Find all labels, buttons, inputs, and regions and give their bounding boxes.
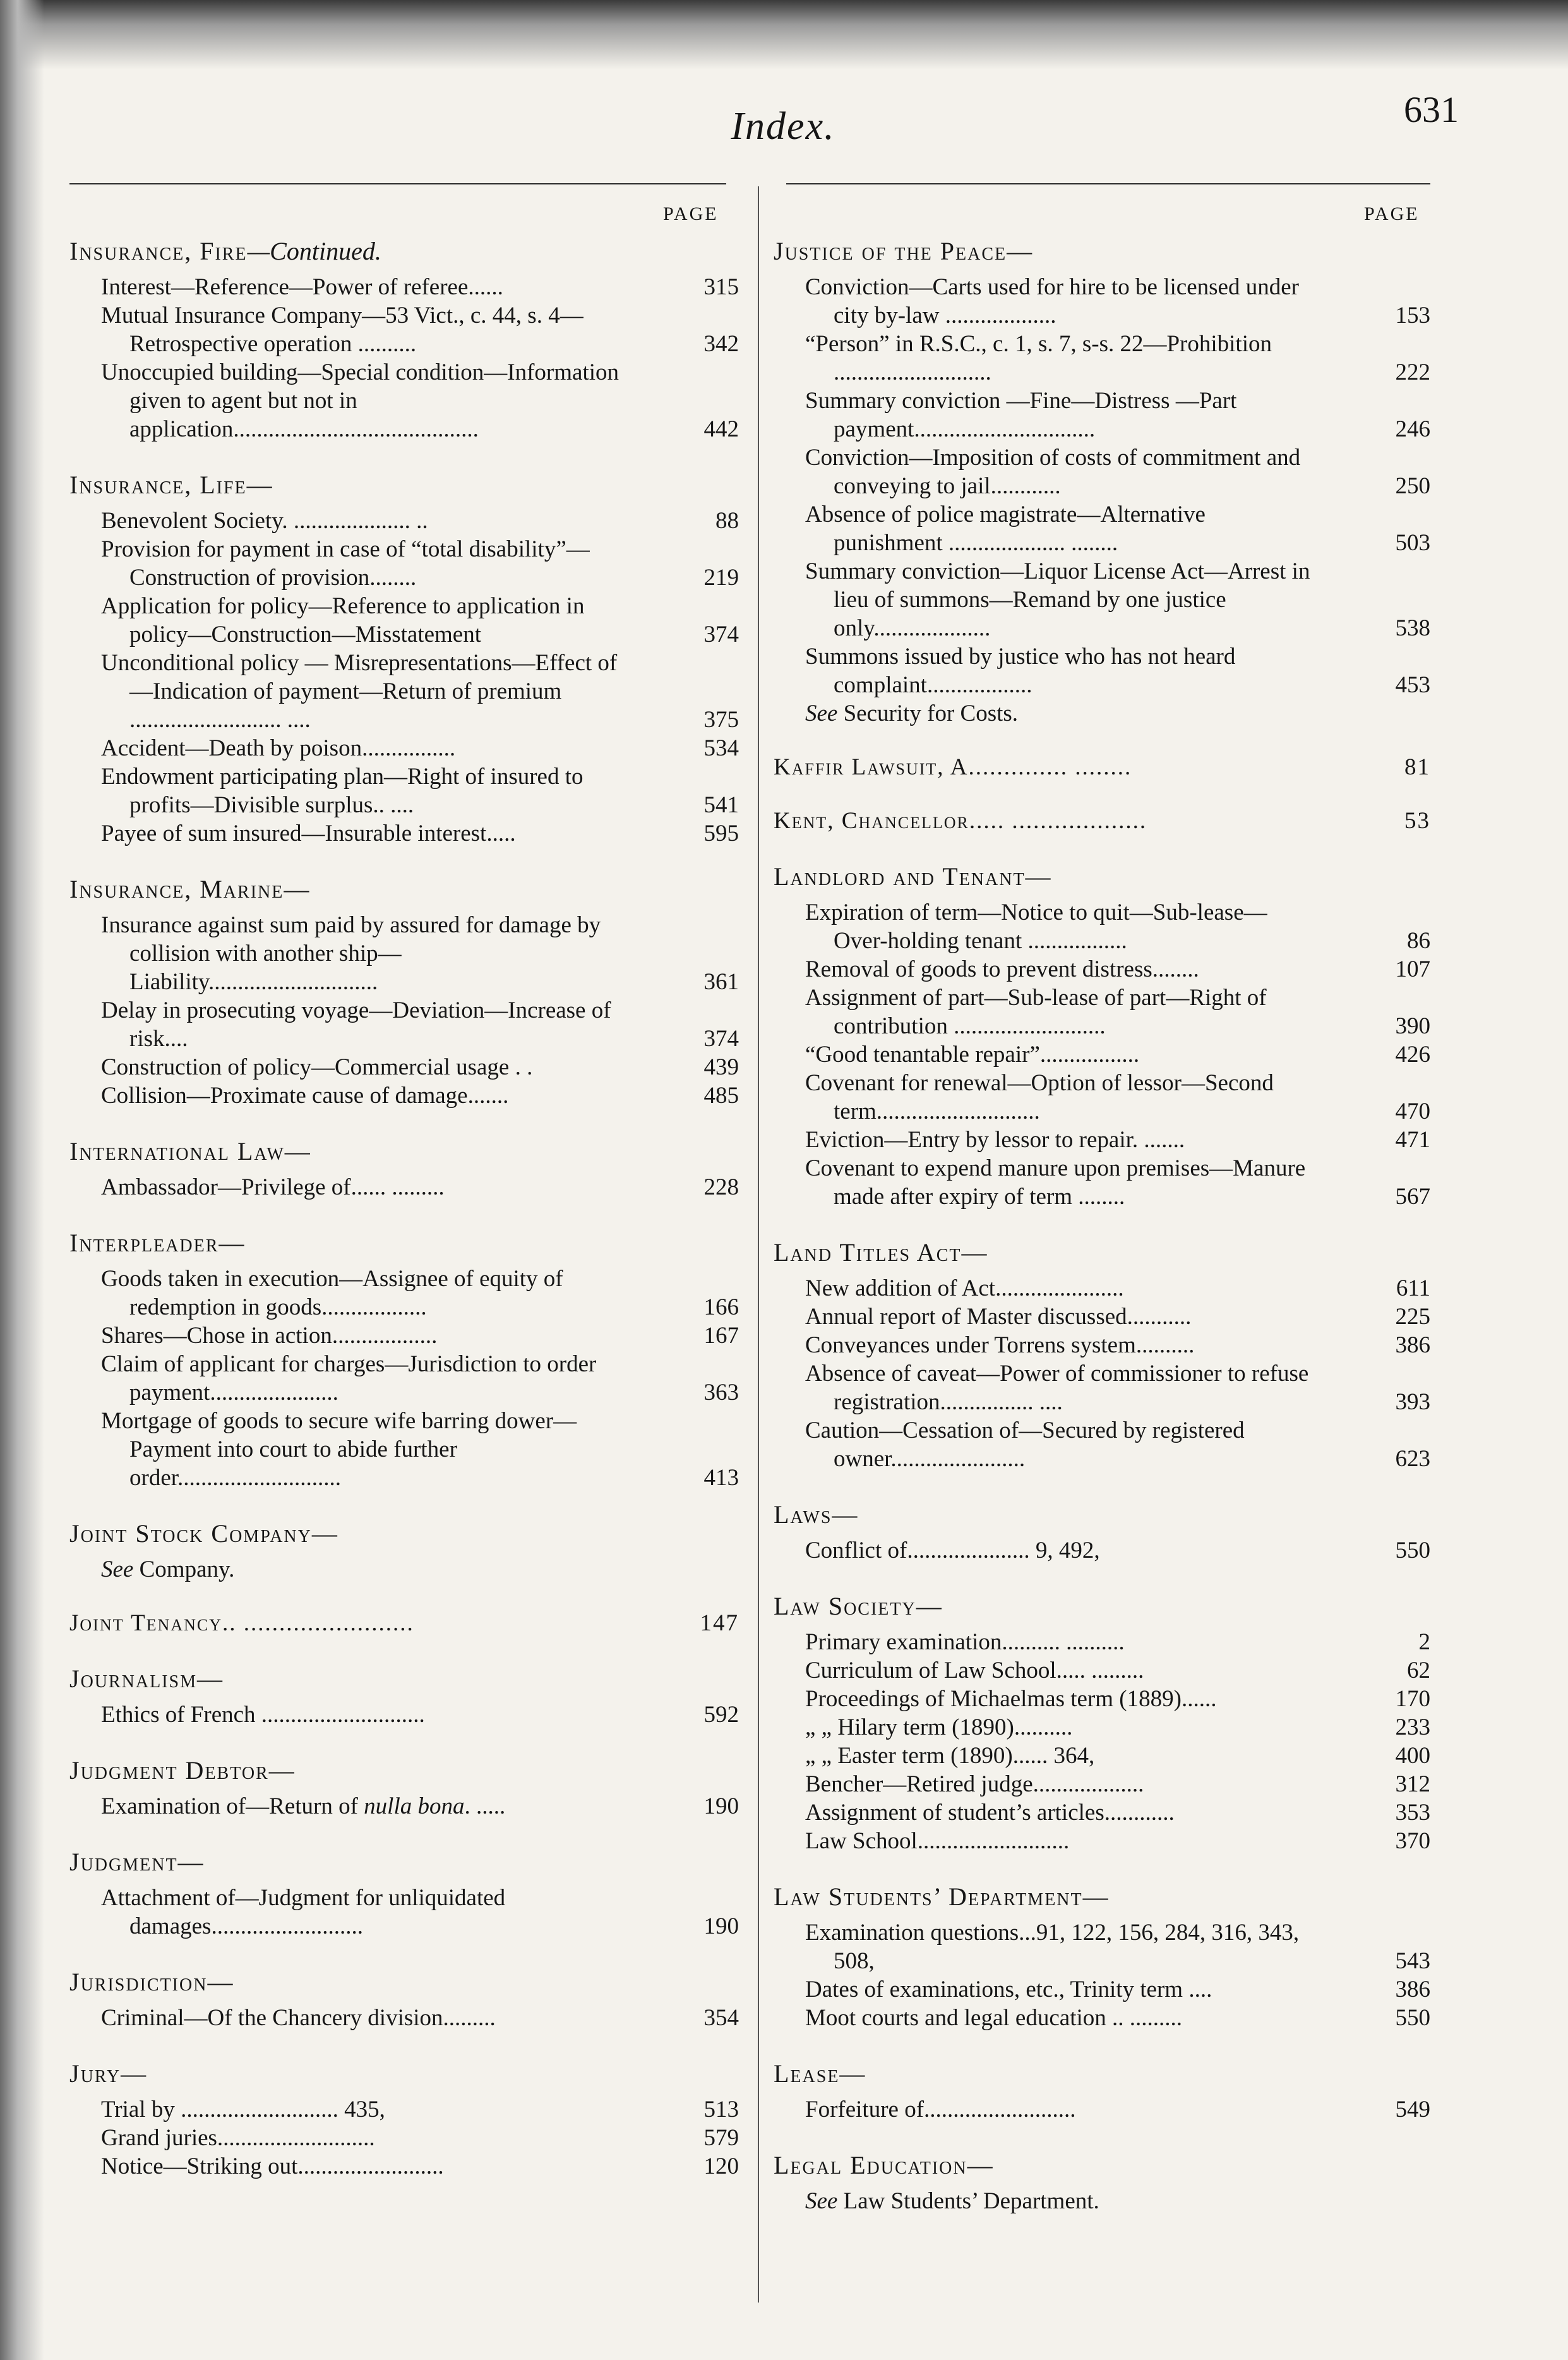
entry-text: Dates of examinations, etc., Trinity term ....: [805, 1977, 1212, 2002]
page-ref: 400: [1395, 1743, 1430, 1769]
index-section: [69, 235, 739, 443]
page-ref: 567: [1395, 1184, 1430, 1210]
index-entry: [774, 1536, 1430, 1565]
page-ref: 246: [1395, 416, 1430, 442]
index-entry: [774, 500, 1430, 557]
entry-text: Summary conviction —Fine—Distress —Part payment...............................: [805, 388, 1237, 442]
page-ref: 592: [703, 1702, 739, 1728]
page-ref: 426: [1395, 1042, 1430, 1068]
index-section: [774, 807, 1430, 835]
index-entry: [774, 1656, 1430, 1685]
page-ref: 453: [1395, 672, 1430, 698]
page-ref: 534: [703, 735, 739, 761]
page-ref: 354: [703, 2005, 739, 2031]
page-ref: 361: [703, 969, 739, 995]
page-ref: 513: [703, 2097, 739, 2122]
page-title: Index.: [731, 105, 835, 148]
page-ref: 219: [703, 565, 739, 591]
index-section: [69, 469, 739, 848]
index-entry: [69, 911, 739, 996]
index-entry: [69, 1701, 739, 1729]
index-heading: Jury—: [69, 2059, 148, 2088]
entry-text: Eviction—Entry by lessor to repair. .......: [805, 1127, 1185, 1153]
index-entry: [774, 955, 1430, 984]
index-entry: [774, 387, 1430, 443]
index-entry: [69, 358, 739, 443]
see-target: Security for Costs.: [837, 701, 1019, 726]
page-ref: 375: [703, 707, 739, 733]
index-entry: [69, 1407, 739, 1492]
page-number: 631: [1404, 89, 1459, 130]
page-ref: 370: [1395, 1828, 1430, 1854]
entry-text: Assignment of student’s articles............: [805, 1800, 1175, 1826]
entry-text: Criminal—Of the Chancery division.........: [101, 2005, 496, 2031]
entry-text: New addition of Act......................: [805, 1275, 1124, 1301]
index-heading: Insurance, Life—: [69, 471, 273, 499]
page-ref: 413: [703, 1465, 739, 1491]
entry-text: Curriculum of Law School..... .........: [805, 1658, 1144, 1683]
entry-text: Ambassador—Privilege of...... .........: [101, 1174, 445, 1200]
index-entry: [774, 1798, 1430, 1827]
index-section: [69, 1754, 739, 1821]
entry-text: Conviction—Carts used for hire to be licensed under city by-law ...................: [805, 274, 1299, 328]
entry-text: Attachment of—Judgment for unliquidated damages..........................: [101, 1885, 506, 1939]
page-ref: 147: [700, 1610, 739, 1636]
index-section: [69, 1966, 739, 2032]
index-column-right: [774, 235, 1430, 2241]
page-ref: 550: [1395, 2005, 1430, 2031]
page-ref: 2: [1418, 1629, 1430, 1655]
page-ref: 470: [1395, 1099, 1430, 1124]
index-entry: [69, 301, 739, 358]
index-heading: Kaffir Lawsuit, A.............. ........: [774, 754, 1132, 780]
index-entry: [69, 1792, 739, 1821]
index-entry: [69, 734, 739, 762]
column-divider: [758, 186, 759, 2303]
index-heading: Laws—: [774, 1500, 859, 1529]
entry-text: Assignment of part—Sub-lease of part—Right of contribution ..........................: [805, 985, 1267, 1039]
entry-text: Construction of policy—Commercial usage . .: [101, 1054, 533, 1080]
index-heading: Jurisdiction—: [69, 1968, 234, 1996]
page-ref: 222: [1395, 359, 1430, 385]
index-heading: Law Society—: [774, 1592, 943, 1620]
index-section: [69, 2057, 739, 2181]
entry-text: Absence of police magistrate—Alternative punishment .................... ........: [805, 502, 1206, 556]
page-ref: 53: [1404, 808, 1430, 834]
index-heading: Interpleader—: [69, 1229, 246, 1257]
page-ref: 250: [1395, 473, 1430, 499]
index-entry: [774, 1713, 1430, 1742]
index-entry: [69, 273, 739, 301]
page-ref: 81: [1404, 754, 1430, 780]
entry-text: Summons issued by justice who has not heard complaint..................: [805, 644, 1236, 698]
index-heading-row: [69, 1609, 739, 1637]
entry-text: Unoccupied building—Special condition—Information given to agent but not in application..........................................: [101, 359, 619, 442]
see-target: Company.: [133, 1556, 235, 1582]
page-ref: 390: [1395, 1013, 1430, 1039]
page-ref: 611: [1396, 1275, 1430, 1301]
page-ref: 485: [703, 1083, 739, 1109]
index-entry: [69, 2152, 739, 2181]
index-heading: Joint Stock Company—: [69, 1519, 338, 1548]
page-ref: 167: [703, 1323, 739, 1349]
index-entry: [774, 2004, 1430, 2032]
page-ref: 190: [703, 1793, 739, 1819]
entry-text: Annual report of Master discussed...........: [805, 1304, 1192, 1330]
entry-text: Forfeiture of..........................: [805, 2097, 1076, 2122]
index-heading: Landlord and Tenant—: [774, 862, 1052, 891]
entry-text: “Person” in R.S.C., c. 1, s. 7, s-s. 22—Prohibition ...........................: [805, 331, 1272, 385]
index-entry: [69, 1265, 739, 1321]
entry-text: “Good tenantable repair”.................: [805, 1042, 1140, 1068]
page-ref: 623: [1395, 1446, 1430, 1472]
index-section: [69, 1517, 739, 1584]
see-label: See: [805, 701, 838, 726]
entry-text: Trial by ........................... 435,: [101, 2097, 385, 2122]
index-entry: [774, 1126, 1430, 1154]
index-entry: [774, 1303, 1430, 1331]
index-section: [774, 2057, 1430, 2124]
page-ref: 595: [703, 821, 739, 846]
page-ref: 579: [703, 2125, 739, 2151]
index-entry: [774, 1040, 1430, 1069]
entry-text: Accident—Death by poison................: [101, 735, 456, 761]
page-ref: 62: [1407, 1658, 1430, 1683]
index-heading: Judgment Debtor—: [69, 1756, 296, 1785]
entry-text: Caution—Cessation of—Secured by registered owner.......................: [805, 1418, 1245, 1472]
entry-text: Primary examination.......... ..........: [805, 1629, 1125, 1655]
index-section: [69, 873, 739, 1110]
index-entry: [774, 1742, 1430, 1770]
index-section: [774, 1236, 1430, 1473]
entry-text: Mortgage of goods to secure wife barring dower—Payment into court to abide further order............................: [101, 1408, 577, 1491]
index-entry: [774, 1628, 1430, 1656]
scan-top-edge: [0, 0, 1568, 69]
index-section: [774, 2149, 1430, 2215]
entry-text: Application for policy—Reference to application in policy—Construction—Misstatement: [101, 593, 585, 647]
index-entry: [69, 2095, 739, 2124]
heading-continued: —Continued.: [247, 237, 381, 265]
entry-text: Conflict of..................... 9, 492,: [805, 1538, 1100, 1563]
index-section: [774, 1498, 1430, 1565]
index-entry: [774, 1274, 1430, 1303]
index-entry: [69, 649, 739, 734]
entry-text: Covenant for renewal—Option of lessor—Second term............................: [805, 1070, 1274, 1124]
index-entry: [69, 2004, 739, 2032]
index-entry: [774, 2095, 1430, 2124]
page-ref: 471: [1395, 1127, 1430, 1153]
page-ref: 228: [703, 1174, 739, 1200]
see-reference: [69, 1555, 739, 1584]
italic-term: nulla bona: [364, 1793, 465, 1819]
page-ref: 374: [703, 1026, 739, 1052]
page-ref: 153: [1395, 303, 1430, 328]
page-ref: 107: [1395, 956, 1430, 982]
index-section: [774, 1881, 1430, 2032]
entry-text: Proceedings of Michaelmas term (1889)......: [805, 1686, 1217, 1712]
page-ref: 363: [703, 1380, 739, 1406]
page-ref: 543: [1395, 1948, 1430, 1974]
index-entry: [69, 762, 739, 819]
entry-text: Summary conviction—Liquor License Act—Arrest in lieu of summons—Remand by one justice only....................: [805, 558, 1310, 641]
entry-text: Goods taken in execution—Assignee of equity of redemption in goods..................: [101, 1266, 563, 1320]
page-ref: 374: [703, 622, 739, 647]
entry-text: „ „ Easter term (1890)...... 364,: [805, 1743, 1095, 1769]
entry-text: Provision for payment in case of “total disability”—Construction of provision........: [101, 536, 590, 591]
entry-text: Examination questions...91, 122, 156, 284, 316, 343, 508,: [805, 1920, 1300, 1974]
entry-text: Ethics of French ............................: [101, 1702, 425, 1728]
entry-text: Mutual Insurance Company—53 Vict., c. 44, s. 4—Retrospective operation ..........: [101, 303, 584, 357]
entry-text: Claim of applicant for charges—Jurisdiction to order payment......................: [101, 1351, 597, 1406]
entry-text: Conviction—Imposition of costs of commitment and conveying to jail............: [805, 445, 1301, 499]
header-rule-right: [786, 183, 1430, 184]
index-entry: [774, 1685, 1430, 1713]
index-section: [69, 1135, 739, 1201]
entry-text: Collision—Proximate cause of damage.......: [101, 1083, 509, 1109]
entry-text: Grand juries...........................: [101, 2125, 375, 2151]
index-entry: [69, 996, 739, 1053]
page-ref: 225: [1395, 1304, 1430, 1330]
page-ref: 170: [1395, 1686, 1430, 1712]
page-ref: 550: [1395, 1538, 1430, 1563]
page-ref: 353: [1395, 1800, 1430, 1826]
page-ref: 442: [703, 416, 739, 442]
index-heading: Justice of the Peace—: [774, 237, 1034, 265]
page-ref: 342: [703, 331, 739, 357]
index-entry: [774, 1918, 1430, 1975]
entry-text: Conveyances under Torrens system..........: [805, 1332, 1195, 1358]
index-entry: [774, 443, 1430, 500]
index-entry: [774, 1359, 1430, 1416]
index-heading: Judgment—: [69, 1848, 205, 1876]
entry-text: Shares—Chose in action..................: [101, 1323, 438, 1349]
index-heading: Insurance, Fire—Continued.: [69, 237, 381, 265]
entry-text: Covenant to expend manure upon premises—Manure made after expiry of term ........: [805, 1155, 1306, 1210]
page-ref: 503: [1395, 530, 1430, 556]
page-ref: 386: [1395, 1332, 1430, 1358]
entry-text: Insurance against sum paid by assured for damage by collision with another ship—Liability.............................: [101, 912, 601, 995]
index-heading-row: [774, 753, 1430, 781]
entry-text: Notice—Striking out.........................: [101, 2153, 444, 2179]
index-entry: [774, 1827, 1430, 1855]
index-entry: [69, 1884, 739, 1941]
entry-text: Bencher—Retired judge...................: [805, 1771, 1144, 1797]
index-entry: [774, 984, 1430, 1040]
see-reference: [774, 699, 1430, 728]
index-entry: [774, 1770, 1430, 1798]
entry-text: Law School..........................: [805, 1828, 1070, 1854]
entry-text: Expiration of term—Notice to quit—Sub-lease—Over-holding tenant .................: [805, 900, 1267, 954]
index-entry: [69, 1053, 739, 1081]
index-heading: International Law—: [69, 1137, 311, 1165]
index-entry: [774, 330, 1430, 387]
page-ref: 541: [703, 792, 739, 818]
index-entry: [69, 1321, 739, 1350]
index-heading: Journalism—: [69, 1665, 224, 1693]
page-ref: 120: [703, 2153, 739, 2179]
index-entry: [69, 535, 739, 592]
page-ref: 312: [1395, 1771, 1430, 1797]
scan-left-edge: [0, 0, 44, 2360]
page-ref: 386: [1395, 1977, 1430, 2002]
index-entry: [774, 1975, 1430, 2004]
page-ref: 88: [715, 508, 739, 534]
index-entry: [774, 1069, 1430, 1126]
index-section: [774, 235, 1430, 728]
index-section: [69, 1846, 739, 1941]
index-entry: [774, 898, 1430, 955]
index-section: [69, 1609, 739, 1637]
page-ref: 549: [1395, 2097, 1430, 2122]
index-section: [69, 1227, 739, 1492]
index-entry: [69, 1173, 739, 1201]
index-heading: Legal Education—: [774, 2151, 994, 2179]
index-section: [774, 1590, 1430, 1855]
entry-text: Absence of caveat—Power of commissioner to refuse registration................ ....: [805, 1361, 1309, 1415]
index-entry: [774, 1331, 1430, 1359]
index-entry: [69, 819, 739, 848]
see-label: See: [805, 2188, 838, 2214]
index-section: [774, 753, 1430, 781]
page-ref: 233: [1395, 1714, 1430, 1740]
index-section: [69, 1663, 739, 1729]
entry-text: Interest—Reference—Power of referee......: [101, 274, 503, 300]
index-entry: [774, 642, 1430, 699]
index-entry: [69, 1081, 739, 1110]
entry-text: „ „ Hilary term (1890)..........: [805, 1714, 1073, 1740]
index-column-left: [69, 235, 739, 2206]
see-reference: [774, 2187, 1430, 2215]
index-heading: Lease—: [774, 2059, 866, 2088]
index-heading-row: [774, 807, 1430, 835]
index-heading: Law Students’ Department—: [774, 1882, 1110, 1911]
index-heading: Kent, Chancellor..... ...................: [774, 808, 1147, 834]
entry-text: Examination of—Return of nulla bona. .....: [101, 1793, 506, 1819]
entry-text: Endowment participating plan—Right of insured to profits—Divisible surplus.. ....: [101, 764, 584, 818]
index-entry: [774, 557, 1430, 642]
page-ref: 315: [703, 274, 739, 300]
see-target: Law Students’ Department.: [837, 2188, 1099, 2214]
page-ref: 166: [703, 1294, 739, 1320]
entry-text: Delay in prosecuting voyage—Deviation—Increase of risk....: [101, 997, 611, 1052]
index-entry: [69, 2124, 739, 2152]
entry-text: Moot courts and legal education .. .........: [805, 2005, 1183, 2031]
entry-text: Removal of goods to prevent distress........: [805, 956, 1199, 982]
page-ref: 393: [1395, 1389, 1430, 1415]
page-ref: 86: [1407, 928, 1430, 954]
page-ref: 439: [703, 1054, 739, 1080]
index-section: [774, 860, 1430, 1211]
entry-text: Benevolent Society. .................... ..: [101, 508, 428, 534]
index-entry: [69, 592, 739, 649]
index-entry: [774, 1154, 1430, 1211]
index-heading: Joint Tenancy.. ........................: [69, 1610, 414, 1636]
page-column-label-left: PAGE: [663, 203, 719, 224]
index-entry: [774, 273, 1430, 330]
entry-text: Payee of sum insured—Insurable interest.....: [101, 821, 516, 846]
index-entry: [69, 507, 739, 535]
index-entry: [774, 1416, 1430, 1473]
see-label: See: [101, 1556, 134, 1582]
index-heading: Insurance, Marine—: [69, 875, 311, 903]
page-ref: 538: [1395, 615, 1430, 641]
entry-text: Unconditional policy — Misrepresentations—Effect of—Indication of payment—Return of premium .......................... ....: [101, 650, 618, 733]
index-entry: [69, 1350, 739, 1407]
header-rule-left: [69, 183, 726, 184]
page-ref: 190: [703, 1913, 739, 1939]
index-heading: Land Titles Act—: [774, 1238, 988, 1267]
page-column-label-right: PAGE: [1364, 203, 1420, 224]
